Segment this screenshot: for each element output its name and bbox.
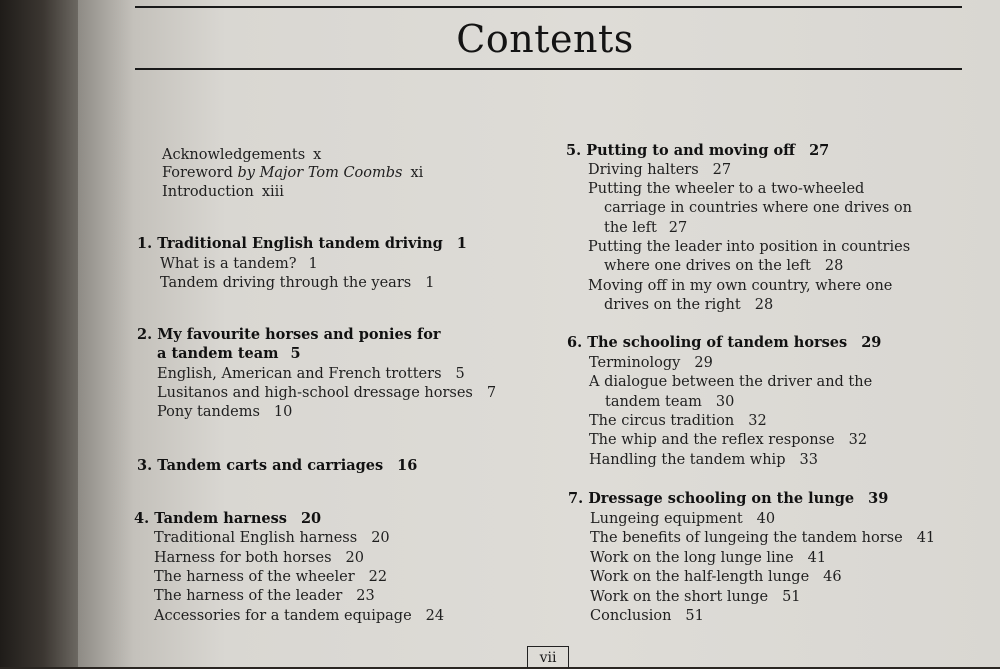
entry-page: 41 xyxy=(807,550,827,566)
entry-label: Tandem driving through the years xyxy=(160,275,412,291)
toc-entry-foreword xyxy=(162,164,423,182)
toc-entry-cont xyxy=(605,393,734,411)
entry-label: What is a tandem? xyxy=(160,256,297,272)
entry-label: Moving off in my own country, where one xyxy=(588,278,893,294)
toc-entry xyxy=(589,451,818,469)
chapter-5-heading xyxy=(566,142,829,160)
entry-page: 20 xyxy=(345,550,364,566)
entry-label: The harness of the wheeler xyxy=(154,569,355,585)
chapter-2-heading-cont xyxy=(157,345,301,363)
toc-entry xyxy=(590,510,775,528)
toc-entry xyxy=(589,373,872,391)
entry-label: drives on the right xyxy=(604,297,741,313)
entry-page: 1 xyxy=(425,275,435,291)
chapter-title: Putting to and moving off xyxy=(586,142,796,159)
chapter-title: The schooling of tandem horses xyxy=(587,334,848,351)
title-rule xyxy=(135,68,962,70)
entry-page: 10 xyxy=(273,404,293,420)
entry-label: Work on the long lunge line xyxy=(590,550,794,566)
chapter-page: 27 xyxy=(809,142,830,159)
chapter-6-heading xyxy=(567,334,881,352)
chapter-number: 3. xyxy=(137,457,153,474)
entry-page: 40 xyxy=(756,511,776,527)
entry-label: Handling the tandem whip xyxy=(589,452,786,468)
toc-entry xyxy=(588,161,731,179)
entry-label: English, American and French trotters xyxy=(157,366,442,382)
entry-label: Putting the leader into position in countries xyxy=(588,239,911,255)
toc-entry xyxy=(590,529,935,547)
chapter-page: 5 xyxy=(290,345,301,362)
entry-label: tandem team xyxy=(605,394,702,410)
entry-label: Work on the half-length lunge xyxy=(590,569,810,585)
entry-page: 28 xyxy=(824,258,844,274)
entry-page: 22 xyxy=(368,569,388,585)
toc-entry xyxy=(590,588,801,606)
entry-page: 27 xyxy=(668,220,688,236)
entry-page: 32 xyxy=(748,413,767,429)
chapter-title: a tandem team xyxy=(157,345,279,362)
book-gutter xyxy=(0,0,78,667)
chapter-3-heading xyxy=(137,457,417,475)
toc-entry-introduction xyxy=(162,183,284,201)
toc-entry-cont xyxy=(604,257,843,275)
entry-label: Traditional English harness xyxy=(154,530,358,546)
toc-entry xyxy=(590,607,704,625)
entry-page: 33 xyxy=(799,452,818,468)
toc-entry xyxy=(589,412,767,430)
toc-entry xyxy=(588,180,864,198)
entry-label: Lusitanos and high-school dressage horses xyxy=(157,385,473,401)
chapter-page: 16 xyxy=(397,457,418,474)
top-rule xyxy=(135,6,962,8)
toc-entry-cont xyxy=(604,219,687,237)
chapter-title: Tandem harness xyxy=(154,510,287,527)
entry-label: The harness of the leader xyxy=(154,588,343,604)
chapter-title: Dressage schooling on the lunge xyxy=(588,490,855,507)
entry-page: 5 xyxy=(455,366,465,382)
entry-label: Terminology xyxy=(589,355,681,371)
chapter-number: 2. xyxy=(137,326,153,343)
chapter-number: 7. xyxy=(568,490,584,507)
entry-label: carriage in countries where one drives on xyxy=(604,200,912,216)
entry-page: 20 xyxy=(371,530,390,546)
toc-entry-acknowledgements xyxy=(162,146,321,164)
toc-entry xyxy=(588,277,892,295)
entry-page: 51 xyxy=(782,589,801,605)
toc-entry xyxy=(154,607,444,625)
entry-page: 27 xyxy=(712,162,732,178)
entry-page: xi xyxy=(410,165,424,181)
entry-page: 28 xyxy=(754,297,774,313)
entry-page: 1 xyxy=(308,256,318,272)
entry-label: The whip and the reflex response xyxy=(589,432,835,448)
chapter-page: 39 xyxy=(868,490,889,507)
chapter-4-heading xyxy=(134,510,321,528)
toc-entry xyxy=(157,384,496,402)
toc-entry xyxy=(590,549,826,567)
entry-label: Introduction xyxy=(162,184,254,200)
chapter-number: 5. xyxy=(566,142,582,159)
toc-entry xyxy=(588,238,910,256)
chapter-7-heading xyxy=(568,490,888,508)
chapter-page: 20 xyxy=(300,510,322,527)
chapter-title: Traditional English tandem driving xyxy=(157,235,443,252)
entry-author: by Major Tom Coombs xyxy=(237,165,403,181)
entry-page: 30 xyxy=(715,394,735,410)
entry-label: where one drives on the left xyxy=(604,258,811,274)
page-title: Contents xyxy=(456,17,634,61)
toc-entry xyxy=(154,587,375,605)
entry-label: Acknowledgements xyxy=(162,147,306,163)
chapter-number: 4. xyxy=(134,510,150,527)
toc-entry xyxy=(154,529,390,547)
entry-page: 41 xyxy=(916,530,936,546)
chapter-number: 6. xyxy=(567,334,583,351)
entry-label: Foreword xyxy=(162,165,233,181)
chapter-page: 29 xyxy=(861,334,882,351)
entry-page: x xyxy=(313,147,322,163)
entry-page: 32 xyxy=(848,432,868,448)
chapter-number: 1. xyxy=(137,235,153,252)
entry-label: Accessories for a tandem equipage xyxy=(154,608,412,624)
toc-entry xyxy=(157,365,465,383)
entry-label: Lungeing equipment xyxy=(590,511,743,527)
toc-entry xyxy=(154,568,387,586)
entry-label: Driving halters xyxy=(588,162,699,178)
entry-label: Harness for both horses xyxy=(154,550,332,566)
entry-page: 29 xyxy=(694,355,713,371)
entry-page: 23 xyxy=(356,588,375,604)
entry-label: Pony tandems xyxy=(157,404,260,420)
chapter-title: Tandem carts and carriages xyxy=(157,457,384,474)
toc-entry xyxy=(589,354,713,372)
entry-label: Putting the wheeler to a two-wheeled xyxy=(588,181,865,197)
toc-entry xyxy=(157,403,292,421)
entry-label: The benefits of lungeing the tandem horse xyxy=(590,530,903,546)
page-number: vii xyxy=(527,646,569,668)
toc-entry-cont xyxy=(604,199,912,217)
entry-page: 24 xyxy=(425,608,445,624)
entry-label: Conclusion xyxy=(590,608,672,624)
entry-page: 46 xyxy=(823,569,842,585)
toc-entry xyxy=(160,274,434,292)
toc-entry xyxy=(589,431,867,449)
entry-label: Work on the short lunge xyxy=(590,589,769,605)
chapter-title: My favourite horses and ponies for xyxy=(157,326,441,343)
chapter-1-heading xyxy=(137,235,467,253)
entry-label: The circus tradition xyxy=(589,413,735,429)
chapter-page: 1 xyxy=(456,235,467,252)
entry-label: the left xyxy=(604,220,657,236)
toc-entry xyxy=(160,255,318,273)
entry-page: 51 xyxy=(685,608,704,624)
entry-page: 7 xyxy=(486,385,497,401)
toc-entry xyxy=(154,549,364,567)
toc-entry xyxy=(590,568,842,586)
entry-page: xiii xyxy=(261,184,284,200)
toc-entry-cont xyxy=(604,296,773,314)
chapter-2-heading xyxy=(137,326,441,344)
entry-label: A dialogue between the driver and the xyxy=(589,374,873,390)
